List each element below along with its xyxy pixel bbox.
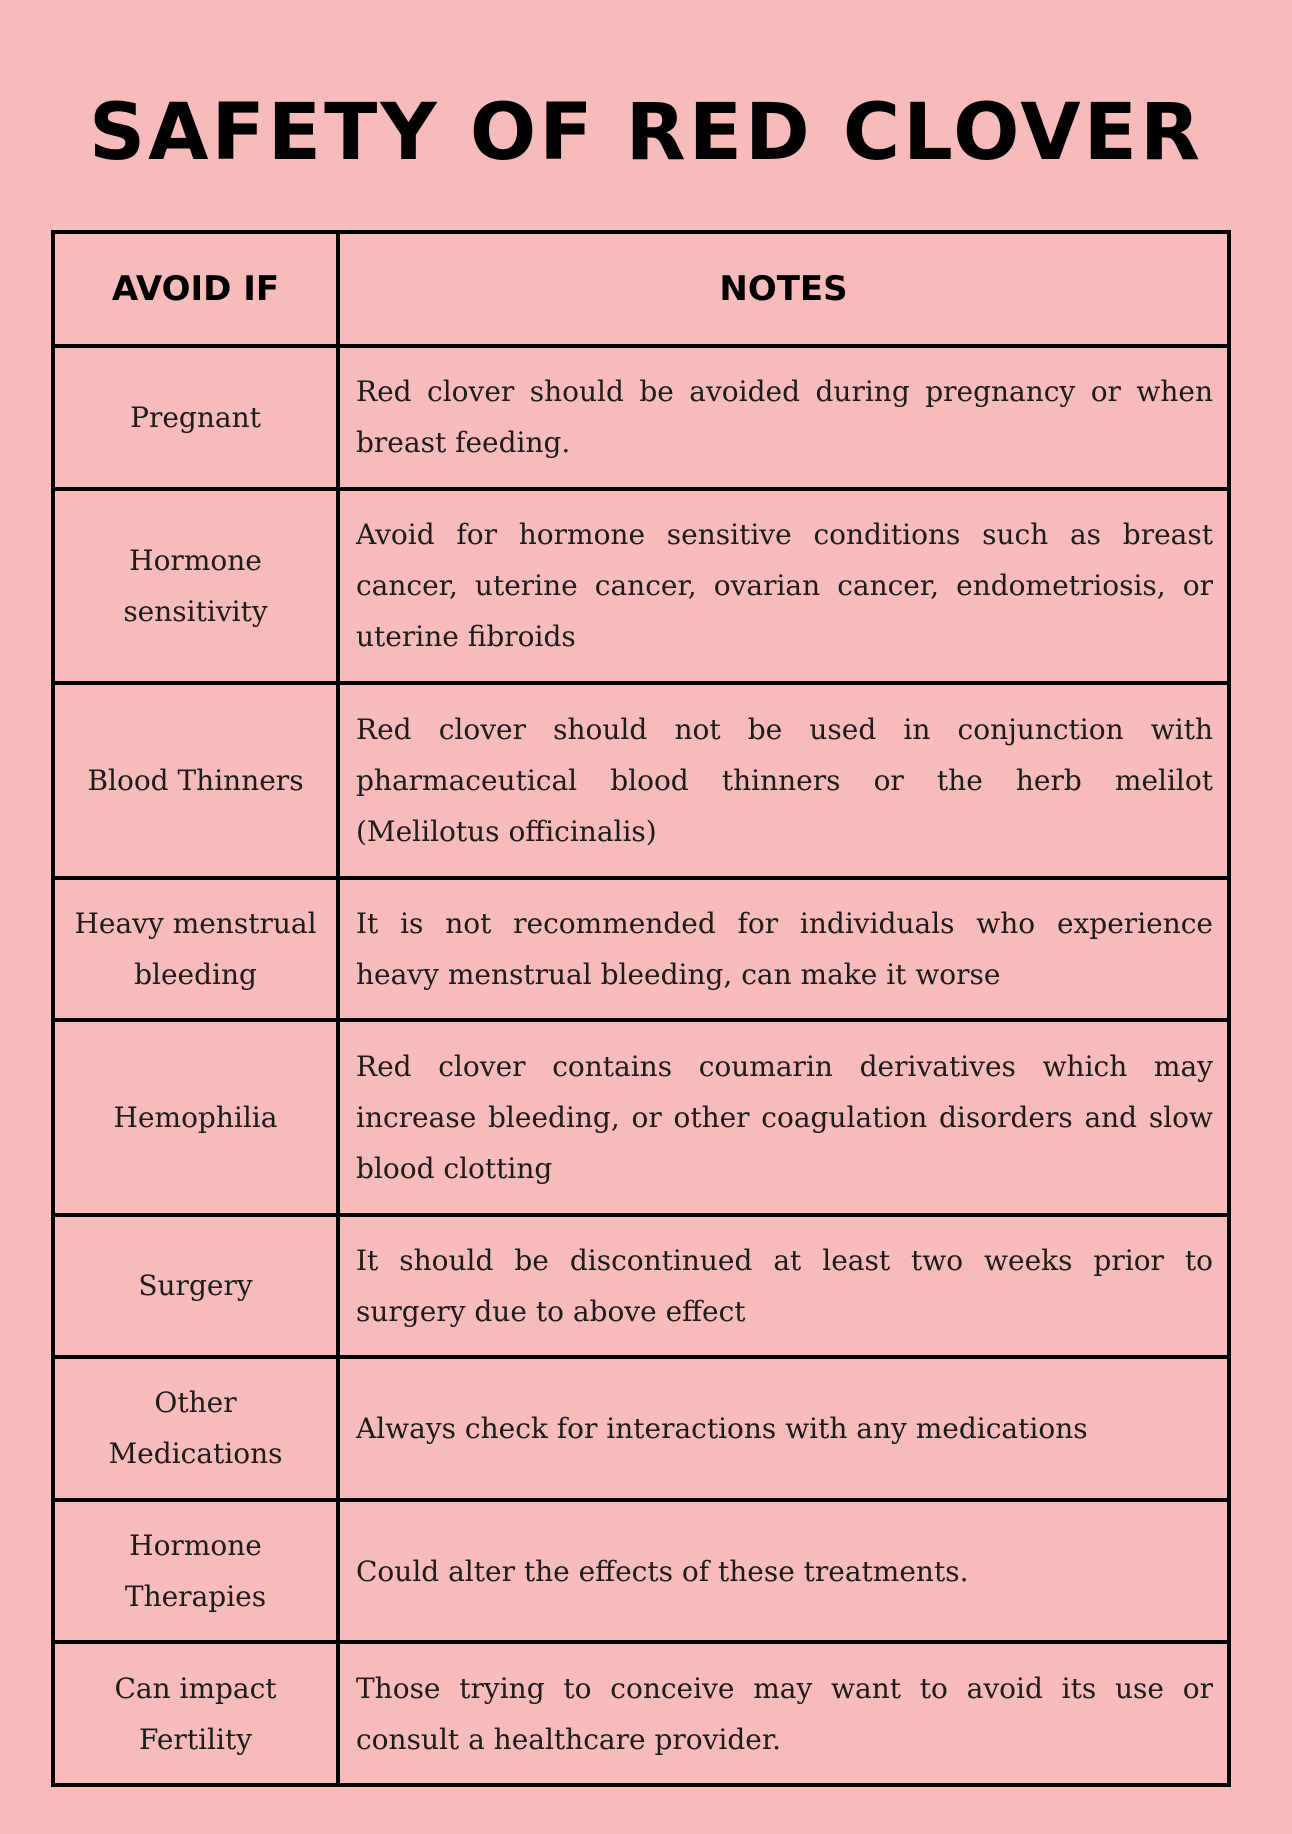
note-cell: Always check for interactions with any medications	[338, 1357, 1229, 1500]
note-cell: It should be discontinued at least two weeks prior to surgery due to above effect	[338, 1215, 1229, 1358]
note-cell: Red clover should not be used in conjunction with pharmaceutical blood thinners or the herb melilot (Melilotus officinalis)	[338, 683, 1229, 878]
avoid-if-cell: Can impact Fertility	[53, 1642, 338, 1785]
avoid-if-cell: Pregnant	[53, 346, 338, 489]
table-row	[53, 1020, 1229, 1215]
avoid-if-cell: Hormone Therapies	[53, 1500, 338, 1643]
avoid-if-cell: Hemophilia	[53, 1020, 338, 1215]
table-header-row	[53, 232, 1229, 346]
table-row	[53, 1642, 1229, 1785]
avoid-if-cell: Other Medications	[53, 1357, 338, 1500]
page-title: SAFETY OF RED CLOVER	[88, 88, 1204, 178]
avoid-if-cell: Blood Thinners	[53, 683, 338, 878]
note-cell: It is not recommended for individuals who experience heavy menstrual bleeding, can make it worse	[338, 878, 1229, 1021]
safety-table	[51, 230, 1231, 1787]
note-cell: Could alter the effects of these treatments.	[338, 1500, 1229, 1643]
column-header-notes: NOTES	[338, 232, 1229, 346]
table-row	[53, 683, 1229, 878]
column-header-avoid-if: AVOID IF	[53, 232, 338, 346]
avoid-if-cell: Heavy menstrual bleeding	[53, 878, 338, 1021]
table-row	[53, 1357, 1229, 1500]
avoid-if-cell: Surgery	[53, 1215, 338, 1358]
note-cell: Those trying to conceive may want to avoid its use or consult a healthcare provider.	[338, 1642, 1229, 1785]
table-row	[53, 489, 1229, 684]
table-row	[53, 1500, 1229, 1643]
note-cell: Red clover should be avoided during pregnancy or when breast feeding.	[338, 346, 1229, 489]
table-row	[53, 1215, 1229, 1358]
table-row	[53, 346, 1229, 489]
note-cell: Red clover contains coumarin derivatives which may increase bleeding, or other coagulation disorders and slow blood clotting	[338, 1020, 1229, 1215]
table-row	[53, 878, 1229, 1021]
avoid-if-cell: Hormone sensitivity	[53, 489, 338, 684]
note-cell: Avoid for hormone sensitive conditions such as breast cancer, uterine cancer, ovarian cancer, endometriosis, or uterine fibroids	[338, 489, 1229, 684]
